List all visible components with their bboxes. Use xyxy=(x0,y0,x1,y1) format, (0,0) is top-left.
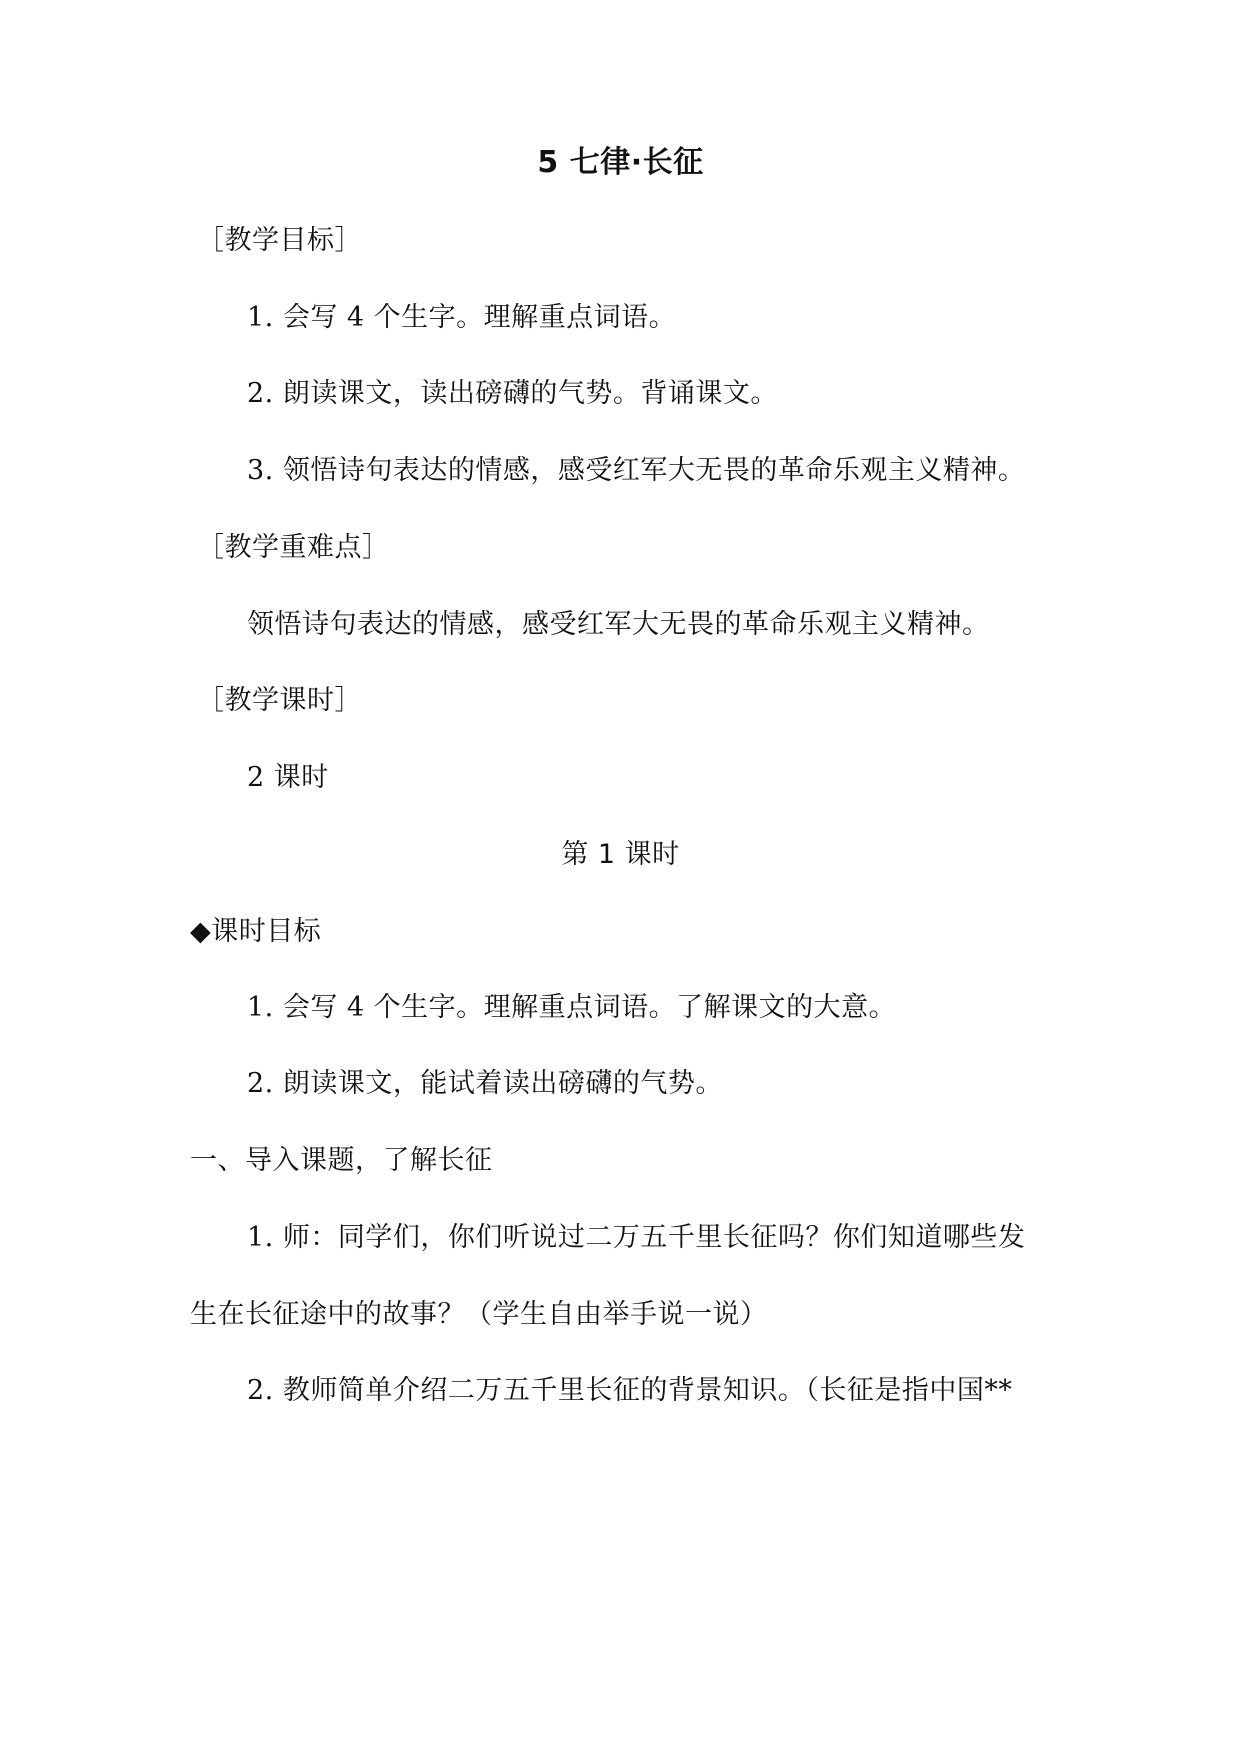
hours-heading: ［教学课时］ xyxy=(197,685,362,716)
part1-paragraph2-line1: 2. 教师简单介绍二万五千里长征的背景知识。（长征是指中国** xyxy=(247,1375,1013,1406)
lesson1-goal-item: 2. 朗读课文，能试着读出磅礴的气势。 xyxy=(247,1068,723,1099)
document-title: 5 七律·长征 xyxy=(537,145,704,180)
lesson1-goals-heading: ◆课时目标 xyxy=(190,916,322,947)
objective-item: 1. 会写 4 个生字。理解重点词语。 xyxy=(247,302,677,333)
objectives-heading: ［教学目标］ xyxy=(197,225,362,256)
lesson1-title: 第 1 课时 xyxy=(561,839,680,870)
key-points-heading: ［教学重难点］ xyxy=(197,532,390,563)
hours-text: 2 课时 xyxy=(247,762,329,793)
objective-item: 3. 领悟诗句表达的情感，感受红军大无畏的革命乐观主义精神。 xyxy=(247,455,1026,486)
part1-paragraph1-line1: 1. 师：同学们，你们听说过二万五千里长征吗？你们知道哪些发 xyxy=(247,1222,1026,1253)
objective-item: 2. 朗读课文，读出磅礴的气势。背诵课文。 xyxy=(247,378,778,409)
lesson1-goal-item: 1. 会写 4 个生字。理解重点词语。了解课文的大意。 xyxy=(247,992,897,1023)
key-points-text: 领悟诗句表达的情感，感受红军大无畏的革命乐观主义精神。 xyxy=(247,609,990,640)
part1-paragraph1-line2: 生在长征途中的故事？（学生自由举手说一说） xyxy=(190,1299,768,1330)
part1-heading: 一、导入课题，了解长征 xyxy=(190,1145,493,1176)
